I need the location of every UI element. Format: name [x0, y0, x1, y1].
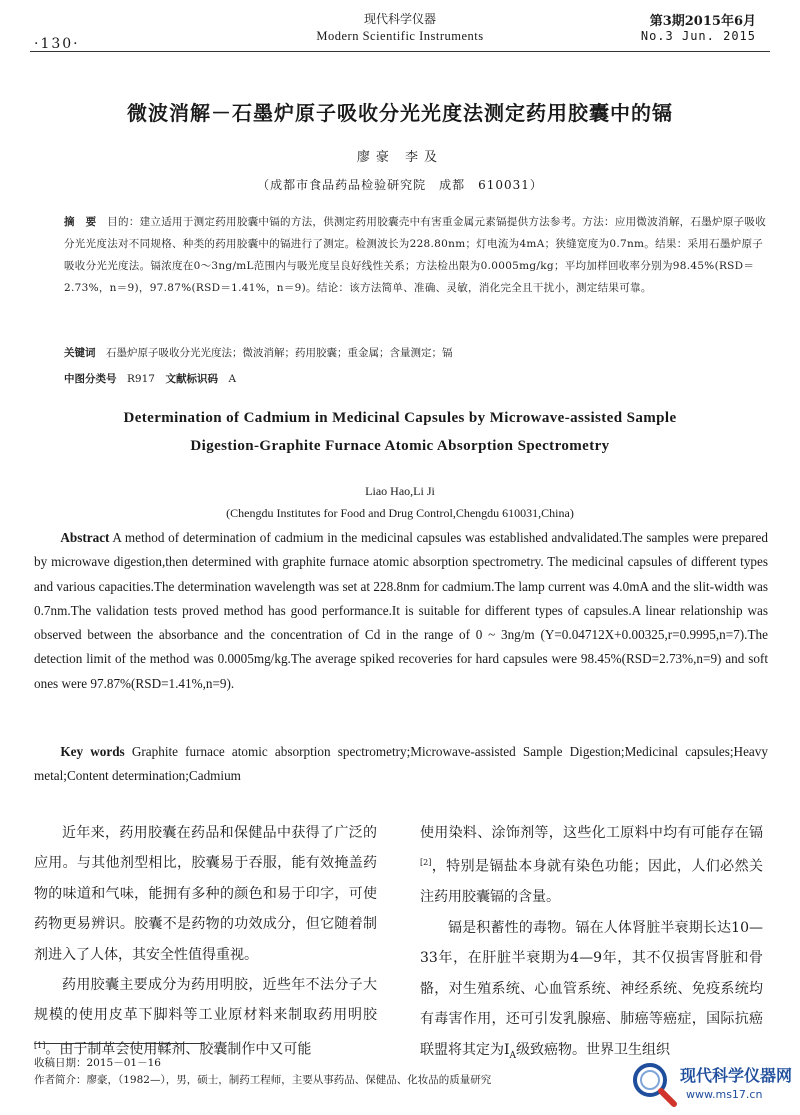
- issue-cn: 第3期2015年6月: [649, 14, 756, 29]
- abstract-cn-label: 摘 要: [64, 216, 97, 228]
- journal-name-cn: 现代科学仪器: [363, 12, 436, 26]
- paper-title-en: [0, 404, 800, 460]
- body-paragraph: 药用胶囊主要成分为药用明胶，近些年不法分子大规模的使用皮革下脚料等工业原材料来制取药用明胶[1]。由于制革会使用鞣剂、胶囊制作中又可能: [34, 977, 377, 1058]
- keywords-en-text: Graphite furnace atomic absorption spectrometry;Microwave-assisted Sample Digestion;Medicinal capsules;Heavy metal;Content determination;Cadmium: [34, 744, 768, 784]
- authors-en: Liao Hao,Li Ji: [365, 484, 435, 498]
- abstract-cn-text: 目的：建立适用于测定药用胶囊中镉的方法，供测定药用胶囊壳中有害重金属元素镉提供方法参考。方法：应用微波消解，石墨炉原子吸收分光光度法对不同规格、种类的药用胶囊中的镉进行了测定。检测波长为228.80nm；灯电流为4mA；狭缝宽度为0.7nm。结果：采用石墨炉原子吸收分光光度法。镉浓度在0～3ng/mL范围内与吸光度呈良好线性关系；方法检出限为0.0005mg/kg；平均加样回收率分别为98.45%(RSD＝2.73%，n＝9)，97.87%(RSD＝1.41%，n＝9)。结论：该方法简单、准确、灵敏，消化完全且干扰小，测定结果可靠。: [64, 216, 767, 294]
- magnifier-logo-icon: [628, 1058, 680, 1110]
- title-en-line-1: Determination of Cadmium in Medicinal Capsules by Microwave-assisted Sample: [123, 410, 677, 426]
- clc-value: R917: [127, 373, 155, 385]
- body-paragraph: 使用染料、涂饰剂等，这些化工原料中均有可能存在镉[2]，特别是镉盐本身就有染色功能；因此，人们必然关注药用胶囊镉的含量。: [420, 825, 763, 906]
- page-number: ·130·: [34, 36, 80, 52]
- keywords-cn: [64, 345, 770, 360]
- journal-name-en: Modern Scientific Instruments: [316, 29, 484, 43]
- citation-ref: [2]: [420, 858, 432, 868]
- classification-line: [64, 371, 236, 386]
- paper-title-cn: 微波消解－石墨炉原子吸收分光光度法测定药用胶囊中的镉: [127, 101, 673, 125]
- abstract-cn: [64, 211, 770, 299]
- body-column-left: [34, 818, 377, 1065]
- watermark-site-name: 现代科学仪器网: [680, 1066, 793, 1085]
- doc-code-value: A: [228, 373, 237, 385]
- body-column-right: [420, 818, 763, 1071]
- header-rule: [30, 51, 770, 52]
- issue-en: No.3 Jun. 2015: [640, 29, 756, 43]
- citation-ref: [1]: [34, 1040, 46, 1050]
- abstract-en: [34, 526, 768, 696]
- clc-label: 中图分类号: [64, 373, 117, 385]
- body-paragraph: 近年来，药用胶囊在药品和保健品中获得了广泛的应用。与其他剂型相比，胶囊易于吞服，能有效掩盖药物的味道和气味，能拥有多种的颜色和易于印字，可使药物更易辨识。胶囊不是药物的功效成分，但它随着制剂进入了人体，其安全性值得重视。: [34, 825, 377, 963]
- author-bio: 作者简介：廖豪，（1982—），男，硕士，制药工程师，主要从事药品、保健品、化妆品的质量研究: [34, 1074, 492, 1086]
- affiliation-cn: （成都市食品药品检验研究院 成都 610031）: [257, 178, 543, 192]
- body-paragraph: 镉是积蓄性的毒物。镉在人体肾脏半衰期长达10—33年，在肝脏半衰期为4—9年，其不仅损害肾脏和骨骼，对生殖系统、心血管系统、神经系统、免疫系统均有毒害作用，还可引发乳腺癌、肺癌等癌症，国际抗癌联盟将其定为$I_A$级致癌物。世界卫生组织: [420, 919, 763, 1061]
- watermark-url: www.ms17.cn: [686, 1088, 763, 1101]
- keywords-en-label: Key words: [60, 744, 125, 759]
- footnote-rule: [34, 1043, 204, 1044]
- subscript: A: [509, 1050, 517, 1061]
- keywords-en: [34, 740, 768, 789]
- doc-code-label: 文献标识码: [165, 373, 218, 385]
- authors-cn: 廖豪 李及: [356, 150, 444, 165]
- keywords-cn-label: 关键词: [64, 347, 96, 359]
- abstract-en-text: A method of determination of cadmium in the medicinal capsules was established andvalidated.The samples were prepared by microwave digestion,then determined with graphite furnace atomic absorption spectrometry. The medicinal capsules of different types and various capacities.The determination wavelength was set at 228.8nm for cadmium.The lamp current was 4.0mA and the slit-width was 0.7nm.The validation tests proved method has good performance.It is suitable for different types of capsules.A linear relationship was observed between the absorbance and the concentration of Cd in the range of 0 ~ 3ng/m (Y=0.04712X+0.00325,r=0.9995,n=7).The detection limit of the method was 0.0005mg/kg.The average spiked recoveries for hard capsules were 98.45%(RSD=2.73%,n=9) and soft ones were 97.87%(RSD=1.41%,n=9).: [34, 530, 768, 691]
- received-date: 收稿日期：2015－01－16: [34, 1057, 161, 1069]
- abstract-en-label: Abstract: [60, 530, 110, 545]
- keywords-cn-text: 石墨炉原子吸收分光光度法；微波消解；药用胶囊；重金属；含量测定；镉: [106, 347, 453, 359]
- title-en-line-2: Digestion-Graphite Furnace Atomic Absorption Spectrometry: [190, 438, 610, 454]
- affiliation-en: (Chengdu Institutes for Food and Drug Control,Chengdu 610031,China): [226, 506, 574, 520]
